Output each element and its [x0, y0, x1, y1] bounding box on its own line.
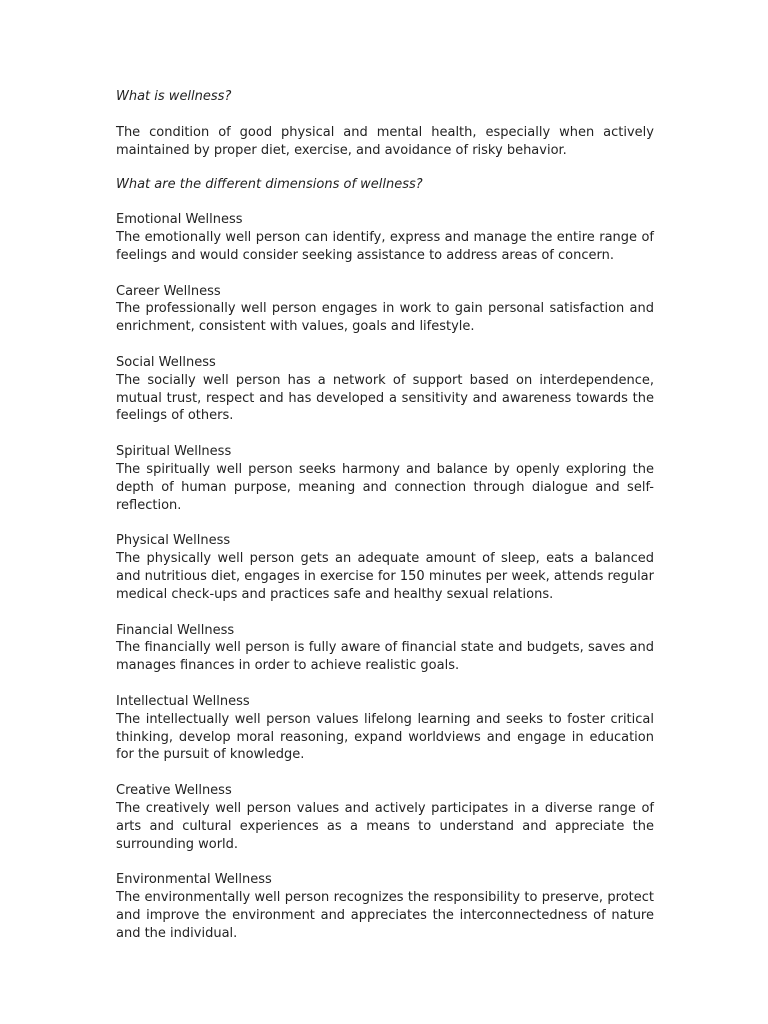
- section-title: Physical Wellness: [116, 533, 231, 549]
- section-title: Emotional Wellness: [116, 212, 243, 228]
- section-social-wellness: [116, 354, 654, 425]
- section-title: Social Wellness: [116, 354, 216, 370]
- section-body: The intellectually well person values lifelong learning and seeks to foster critical thinking, develop moral reasoning, expand worldviews and engage in education for the pursuit of knowledge.: [116, 711, 654, 763]
- section-body: The emotionally well person can identify, express and manage the entire range of feelings and would consider seeking assistance to address areas of concern.: [116, 229, 654, 263]
- question-dimensions-of-wellness: What are the different dimensions of wellness?: [116, 177, 423, 193]
- section-title: Creative Wellness: [116, 783, 232, 799]
- section-title: Career Wellness: [116, 283, 221, 299]
- section-creative-wellness: [116, 782, 654, 853]
- section-body: The spiritually well person seeks harmony and balance by openly exploring the depth of human purpose, meaning and connection through dialogue and self-reflection.: [116, 461, 654, 513]
- section-title: Financial Wellness: [116, 622, 235, 638]
- section-body: The financially well person is fully aware of financial state and budgets, saves and manages finances in order to achieve realistic goals.: [116, 640, 654, 674]
- section-body: The environmentally well person recognizes the responsibility to preserve, protect and improve the environment and appreciates the interconnectedness of nature and the individual.: [116, 890, 654, 941]
- section-emotional-wellness: [116, 211, 654, 264]
- section-physical-wellness: [116, 532, 654, 603]
- section-title: Intellectual Wellness: [116, 693, 250, 709]
- section-financial-wellness: [116, 622, 654, 675]
- document-page: [116, 88, 654, 960]
- section-body: The professionally well person engages in work to gain personal satisfaction and enrichment, consistent with values, goals and lifestyle.: [116, 301, 654, 335]
- question-what-is-wellness: What is wellness?: [116, 89, 232, 104]
- section-spiritual-wellness: [116, 443, 654, 514]
- section-title: Environmental Wellness: [116, 872, 272, 888]
- section-intellectual-wellness: [116, 693, 654, 764]
- section-body: The socially well person has a network of support based on interdependence, mutual trust, respect and has developed a sensitivity and awareness towards the feelings of others.: [116, 372, 654, 424]
- section-title: Spiritual Wellness: [116, 444, 232, 460]
- section-body: The creatively well person values and actively participates in a diverse range of arts and cultural experiences as a means to understand and appreciate the surrounding world.: [116, 800, 654, 852]
- answer-wellness-definition: The condition of good physical and mental health, especially when actively maintained by proper diet, exercise, and avoidance of risky behavior.: [116, 124, 654, 158]
- section-environmental-wellness: [116, 871, 654, 942]
- section-career-wellness: [116, 283, 654, 336]
- section-body: The physically well person gets an adequate amount of sleep, eats a balanced and nutritious diet, engages in exercise for 150 minutes per week, attends regular medical check-ups and practices safe and healthy sexual relations.: [116, 551, 654, 602]
